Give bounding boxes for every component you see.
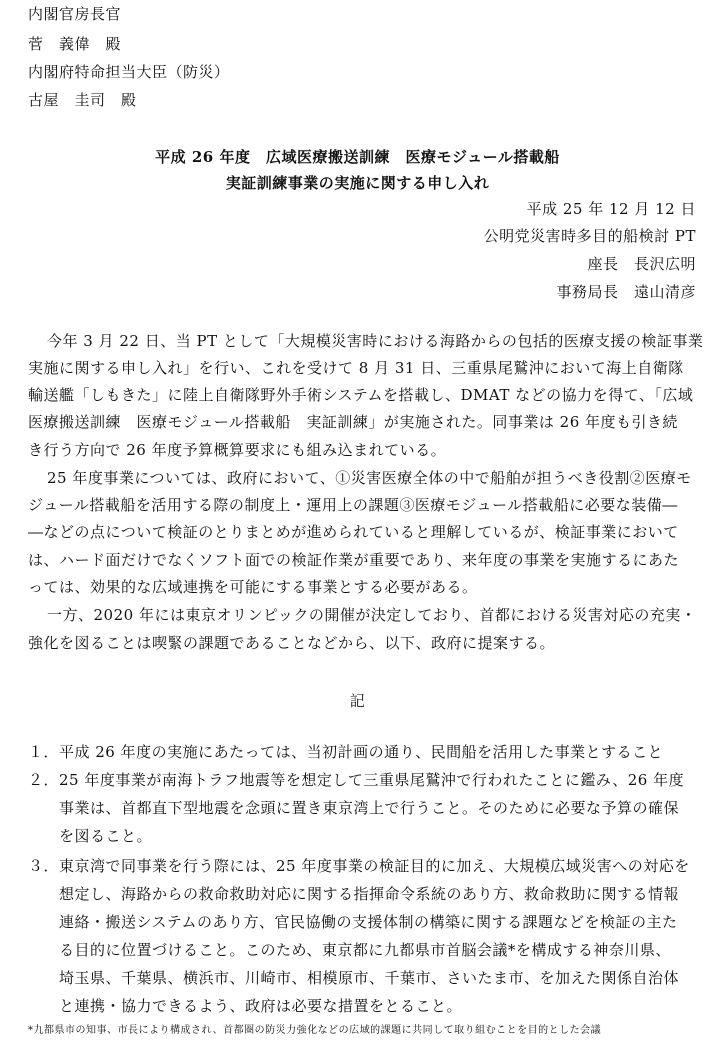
body-line: ジュール搭載船を活用する際の制度上・運用上の課題③医療モジュール搭載船に必要な装備― [28, 496, 678, 514]
item-line: 東京湾で同事業を行う際には、25 年度事業の検証目的に加え、大規模広域災害への対応を [59, 857, 690, 875]
body-line: 25 年度事業については、政府において、①災害医療全体の中で船舶が担うべき役割②医療モ [47, 469, 692, 487]
item-line: 25 年度事業が南海トラフ地震等を想定して三重県尾鷲沖で行われたことに鑑み、26 年度 [59, 771, 685, 789]
ki-heading: 記 [349, 692, 366, 710]
addressee-line: 内閣官房長官 [28, 5, 122, 23]
body-line: 医療搬送訓練 医療モジュール搭載船 実証訓練」が実施された。同事業は 26 年度も引き続 [28, 413, 679, 431]
body-line: 一方、2020 年には東京オリンピックの開催が決定しており、首都における災害対応の充実・ [47, 606, 697, 624]
title-line-1: 平成 26 年度 広域医療搬送訓練 医療モジュール搭載船 [155, 148, 560, 166]
item-number: １． [28, 743, 60, 761]
item-line: 事業は、首都直下型地震を念頭に置き東京湾上で行うこと。そのために必要な予算の確保 [59, 799, 680, 817]
item-line: と連携・協力できるよう、政府は必要な措置をとること。 [59, 997, 463, 1015]
item-number: ２． [28, 771, 60, 789]
addressee-line: 古屋 圭司 殿 [28, 91, 137, 109]
item-number: ３． [28, 857, 60, 875]
sender-secretary: 事務局長 遠山清彦 [556, 283, 696, 301]
item-line: 連絡・搬送システムのあり方、官民協働の支援体制の構築に関する課題などを検証の主た [59, 913, 678, 931]
body-line: ―などの点について検証のとりまとめが進められていると理解しているが、検証事業において [28, 523, 679, 541]
body-line: 強化を図ることは喫緊の課題であることなどから、以下、政府に提案する。 [28, 634, 556, 652]
title-line-2: 実証訓練事業の実施に関する申し入れ [225, 174, 490, 192]
addressee-line: 内閣府特命担当大臣（防災） [28, 63, 230, 81]
addressee-line: 菅 義偉 殿 [28, 35, 122, 53]
sender-chair: 座長 長沢広明 [587, 255, 696, 273]
body-line: 輸送艦「しもきた」に陸上自衛隊野外手術システムを搭載し、DMAT などの協力を得て、「広域 [28, 386, 694, 404]
body-line: は、ハード面だけでなくソフト面での検証作業が重要であり、来年度の事業を実施するにあた [28, 551, 680, 569]
item-line: 平成 26 年度の実施にあたっては、当初計画の通り、民間船を活用した事業とすること [59, 743, 664, 761]
item-line: 埼玉県、千葉県、横浜市、川崎市、相模原市、千葉市、さいたま市、を加えた関係自治体 [59, 969, 680, 987]
body-line: 今年 3 月 22 日、当 PT として「大規模災害時における海路からの包括的医療支援の検証事業 [47, 332, 704, 350]
body-line: っては、効果的な広域連携を可能にする事業とする必要がある。 [28, 578, 478, 596]
footnote: *九都県市の知事、市長により構成され、首都圏の防災力強化などの広域的課題に共同して取り組むことを目的とした会議 [28, 1025, 602, 1036]
item-line: る目的に位置づけること。このため、東京都に九都県市首脳会議*を構成する神奈川県、 [59, 941, 671, 959]
item-line: を図ること。 [59, 827, 153, 845]
item-line: 想定し、海路からの救命救助対応に関する指揮命令系統のあり方、救命救助に関する情報 [59, 885, 680, 903]
sender-organization: 公明党災害時多目的船検討 PT [483, 227, 696, 245]
document-date: 平成 25 年 12 月 12 日 [526, 200, 696, 218]
body-line: き行う方向で 26 年度予算概算要求にも組み込まれている。 [28, 441, 447, 459]
body-line: 実施に関する申し入れ」を行い、これを受けて 8 月 31 日、三重県尾鷲沖において海上自衛隊 [28, 359, 684, 377]
